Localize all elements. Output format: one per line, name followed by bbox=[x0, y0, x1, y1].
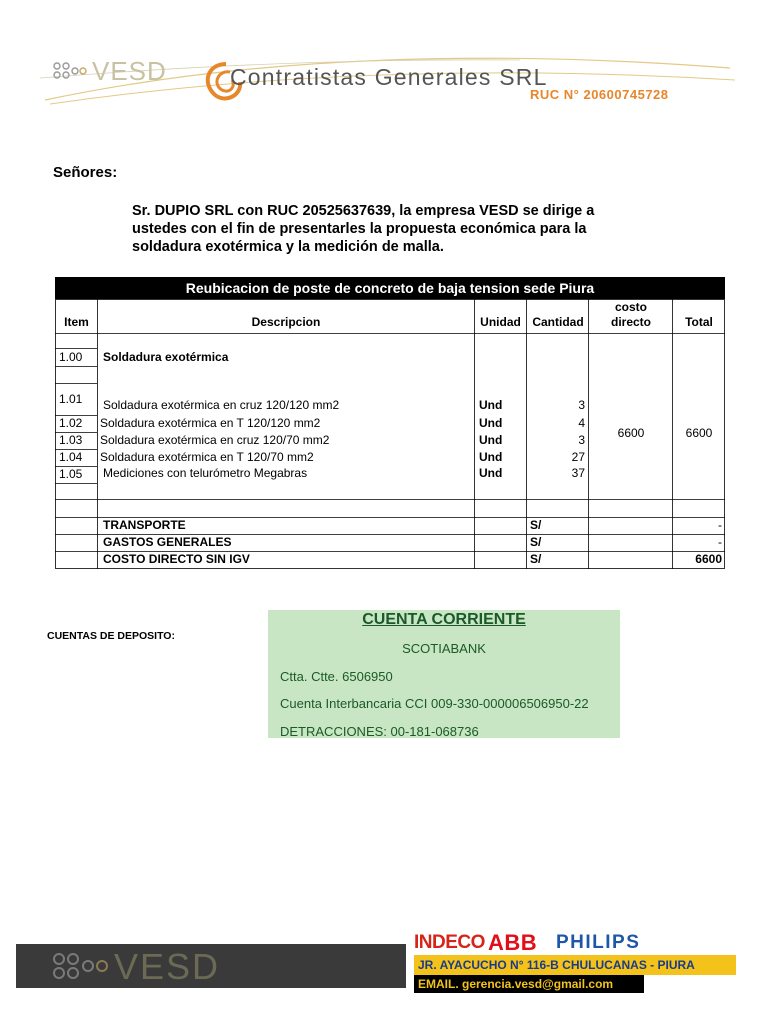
salutation: Señores: bbox=[53, 164, 118, 181]
header-costo-line1: costo bbox=[614, 300, 647, 314]
deposit-label: CUENTAS DE DEPOSITO: bbox=[47, 630, 175, 642]
summary-total: - bbox=[718, 518, 722, 532]
row-item: 1.05 bbox=[59, 467, 83, 481]
row-item: 1.02 bbox=[59, 416, 83, 430]
header-descripcion: Descripcion bbox=[251, 315, 321, 329]
table-title: Reubicacion de poste de concreto de baja tension sede Piura bbox=[55, 277, 725, 299]
logo-dots-icon bbox=[52, 952, 112, 980]
bank-account-box bbox=[268, 610, 620, 738]
costo-directo-value: 6600 bbox=[617, 426, 645, 440]
summary-label: COSTO DIRECTO SIN IGV bbox=[103, 552, 250, 566]
summary-currency: S/ bbox=[530, 552, 542, 566]
total-value: 6600 bbox=[685, 426, 713, 440]
account-number: Ctta. Ctte. 6506950 bbox=[280, 669, 393, 684]
interbank-account: Cuenta Interbancaria CCI 009-330-000006506950-22 bbox=[280, 696, 589, 711]
row-unidad: Und bbox=[479, 450, 503, 464]
header-costo-line2: directo bbox=[610, 315, 651, 329]
row-item: 1.03 bbox=[59, 433, 83, 447]
summary-total: - bbox=[718, 535, 722, 549]
row-unidad: Und bbox=[479, 398, 503, 412]
row-descripcion: Soldadura exotérmica en T 120/120 mm2 bbox=[100, 416, 321, 430]
indeco-logo: INDECO bbox=[414, 932, 485, 953]
abb-logo: ABB bbox=[488, 930, 538, 955]
section-item: 1.00 bbox=[59, 350, 83, 364]
footer-logo-text: VESD bbox=[114, 946, 221, 987]
intro-line: Sr. DUPIO SRL con RUC 20525637639, la empresa VESD se dirige a bbox=[132, 203, 595, 219]
summary-total: 6600 bbox=[695, 552, 722, 566]
footer-address: JR. AYACUCHO N° 116-B CHULUCANAS - PIURA bbox=[414, 955, 736, 975]
company-name: Contratistas Generales SRL bbox=[230, 64, 548, 90]
philips-logo: PHILIPS bbox=[556, 932, 641, 953]
row-unidad: Und bbox=[479, 433, 503, 447]
header-cantidad: Cantidad bbox=[532, 315, 584, 329]
quote-table bbox=[55, 277, 725, 569]
detracciones-account: DETRACCIONES: 00-181-068736 bbox=[280, 724, 479, 739]
row-unidad: Und bbox=[479, 466, 503, 480]
header-total: Total bbox=[685, 315, 713, 329]
summary-currency: S/ bbox=[530, 535, 542, 549]
row-unidad: Und bbox=[479, 416, 503, 430]
header-vesd-logo bbox=[52, 56, 202, 86]
header-logo-text: VESD bbox=[92, 56, 167, 86]
row-cantidad: 37 bbox=[571, 466, 585, 480]
section-descripcion: Soldadura exotérmica bbox=[103, 350, 229, 364]
row-cantidad: 4 bbox=[578, 416, 585, 430]
bank-name: SCOTIABANK bbox=[402, 641, 486, 656]
row-cantidad: 3 bbox=[578, 433, 585, 447]
summary-label: GASTOS GENERALES bbox=[103, 535, 232, 549]
row-descripcion: Soldadura exotérmica en cruz 120/70 mm2 bbox=[100, 433, 330, 447]
row-item: 1.04 bbox=[59, 450, 83, 464]
footer-vesd-logo bbox=[16, 944, 406, 988]
intro-paragraph bbox=[132, 202, 652, 256]
row-descripcion: Mediciones con telurómetro Megabras bbox=[103, 466, 308, 480]
footer-email: EMAIL. gerencia.vesd@gmail.com bbox=[414, 975, 644, 993]
summary-currency: S/ bbox=[530, 518, 542, 532]
summary-label: TRANSPORTE bbox=[103, 518, 186, 532]
row-descripcion: Soldadura exotérmica en T 120/70 mm2 bbox=[100, 450, 314, 464]
account-type: CUENTA CORRIENTE bbox=[362, 611, 526, 628]
intro-line: soldadura exotérmica y la medición de malla. bbox=[132, 239, 444, 255]
row-item: 1.01 bbox=[59, 392, 83, 406]
intro-line: ustedes con el fin de presentarles la propuesta económica para la bbox=[132, 221, 587, 237]
header-item: Item bbox=[64, 315, 89, 329]
row-cantidad: 27 bbox=[571, 450, 585, 464]
logo-dots-icon bbox=[52, 62, 88, 80]
header-unidad: Unidad bbox=[480, 315, 521, 329]
row-cantidad: 3 bbox=[578, 398, 585, 412]
row-descripcion: Soldadura exotérmica en cruz 120/120 mm2 bbox=[103, 398, 340, 412]
company-ruc: RUC N° 20600745728 bbox=[530, 87, 669, 102]
